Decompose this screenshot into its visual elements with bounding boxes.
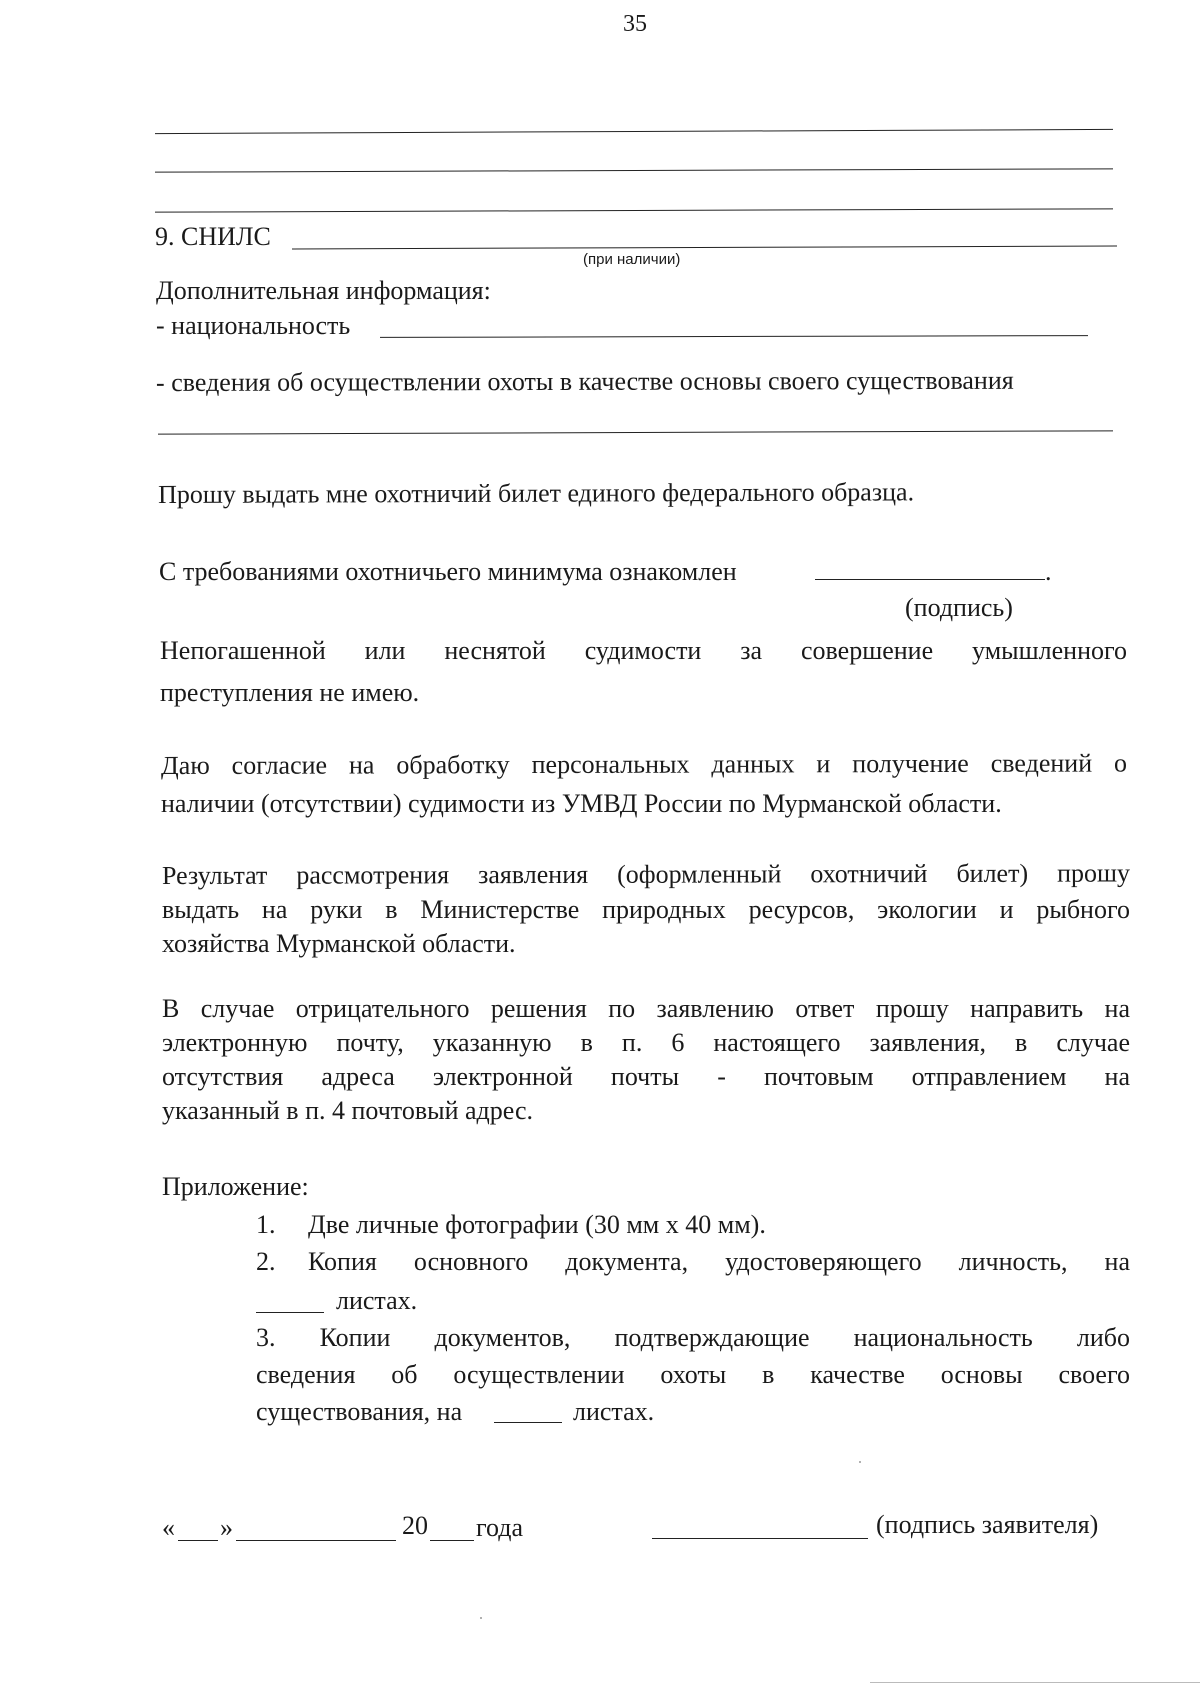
attachment-3-line-2: сведения об осуществлении охоты в качестве основы своего: [256, 1360, 1130, 1389]
snils-hint: (при наличии): [583, 251, 681, 268]
no-conviction-line-1: Непогашенной или неснятой судимости за совершение умышленного: [160, 636, 1127, 665]
result-line-2: выдать на руки в Министерстве природных ресурсов, экологии и рыбного: [162, 895, 1130, 924]
date-quote-open: «: [162, 1513, 175, 1542]
snils-field-line[interactable]: [292, 246, 1117, 250]
date-month-line[interactable]: [236, 1540, 396, 1541]
attachment-2-number: 2.: [256, 1247, 276, 1276]
blank-line-1: [155, 129, 1113, 134]
date-year-suffix: года: [476, 1513, 524, 1542]
attachment-3-sheets-line[interactable]: [494, 1422, 562, 1423]
attachment-3-line-1: 3. Копии документов, подтверждающие национальность либо: [256, 1323, 1130, 1352]
scan-speck: [859, 1461, 861, 1463]
snils-label: 9. СНИЛС: [155, 222, 271, 251]
minimum-signature-line[interactable]: [815, 579, 1045, 580]
attachment-3-line-3a: существования, на: [256, 1397, 463, 1426]
page-number: 35: [623, 11, 647, 37]
attachment-1-text: Две личные фотографии (30 мм х 40 мм).: [308, 1210, 766, 1239]
nationality-label: - национальность: [156, 311, 351, 340]
nationality-field-line[interactable]: [380, 335, 1088, 338]
attachments-heading: Приложение:: [162, 1172, 309, 1201]
attachment-2-sheets-line[interactable]: [256, 1312, 324, 1313]
applicant-signature-line[interactable]: [652, 1538, 868, 1539]
date-quote-close: »: [220, 1513, 233, 1542]
scan-edge-mark: [870, 1682, 1200, 1683]
negative-line-2: электронную почту, указанную в п. 6 настоящего заявления, в случае: [162, 1028, 1130, 1057]
request-text: Прошу выдать мне охотничий билет единого федерального образца.: [157, 477, 915, 509]
scan-speck: [480, 1617, 482, 1619]
date-day-line[interactable]: [178, 1540, 218, 1541]
no-conviction-line-2: преступления не имею.: [160, 678, 420, 707]
hunting-basis-field-line[interactable]: [158, 430, 1113, 434]
hunting-basis-label: - сведения об осуществлении охоты в качестве основы своего существования: [155, 365, 1014, 397]
negative-line-4: указанный в п. 4 почтовый адрес.: [162, 1096, 533, 1125]
result-line-1: Результат рассмотрения заявления (оформленный охотничий билет) прошу: [161, 858, 1131, 890]
negative-line-1: В случае отрицательного решения по заявлению ответ прошу направить на: [162, 994, 1130, 1023]
minimum-text: С требованиями охотничьего минимума ознакомлен: [159, 557, 737, 586]
attachment-3-line-3b: листах.: [573, 1397, 655, 1426]
date-year-prefix: 20: [402, 1511, 428, 1540]
attachment-2-line-2: листах.: [336, 1286, 418, 1315]
date-year-line[interactable]: [430, 1540, 474, 1541]
applicant-signature-hint: (подпись заявителя): [876, 1510, 1099, 1539]
attachment-2-line-1: Копия основного документа, удостоверяющего личность, на: [308, 1247, 1130, 1276]
result-line-3: хозяйства Мурманской области.: [162, 929, 516, 958]
negative-line-3: отсутствия адреса электронной почты - почтовым отправлением на: [162, 1062, 1130, 1091]
blank-line-2: [155, 168, 1113, 172]
consent-line-1: Даю согласие на обработку персональных данных и получение сведений о: [160, 748, 1128, 780]
minimum-period: .: [1045, 557, 1052, 586]
minimum-signature-hint: (подпись): [905, 593, 1013, 622]
blank-line-3: [155, 208, 1113, 212]
attachment-1-number: 1.: [256, 1210, 276, 1239]
additional-info-heading: Дополнительная информация:: [156, 276, 491, 305]
consent-line-2: наличии (отсутствии) судимости из УМВД России по Мурманской области.: [161, 789, 1002, 818]
